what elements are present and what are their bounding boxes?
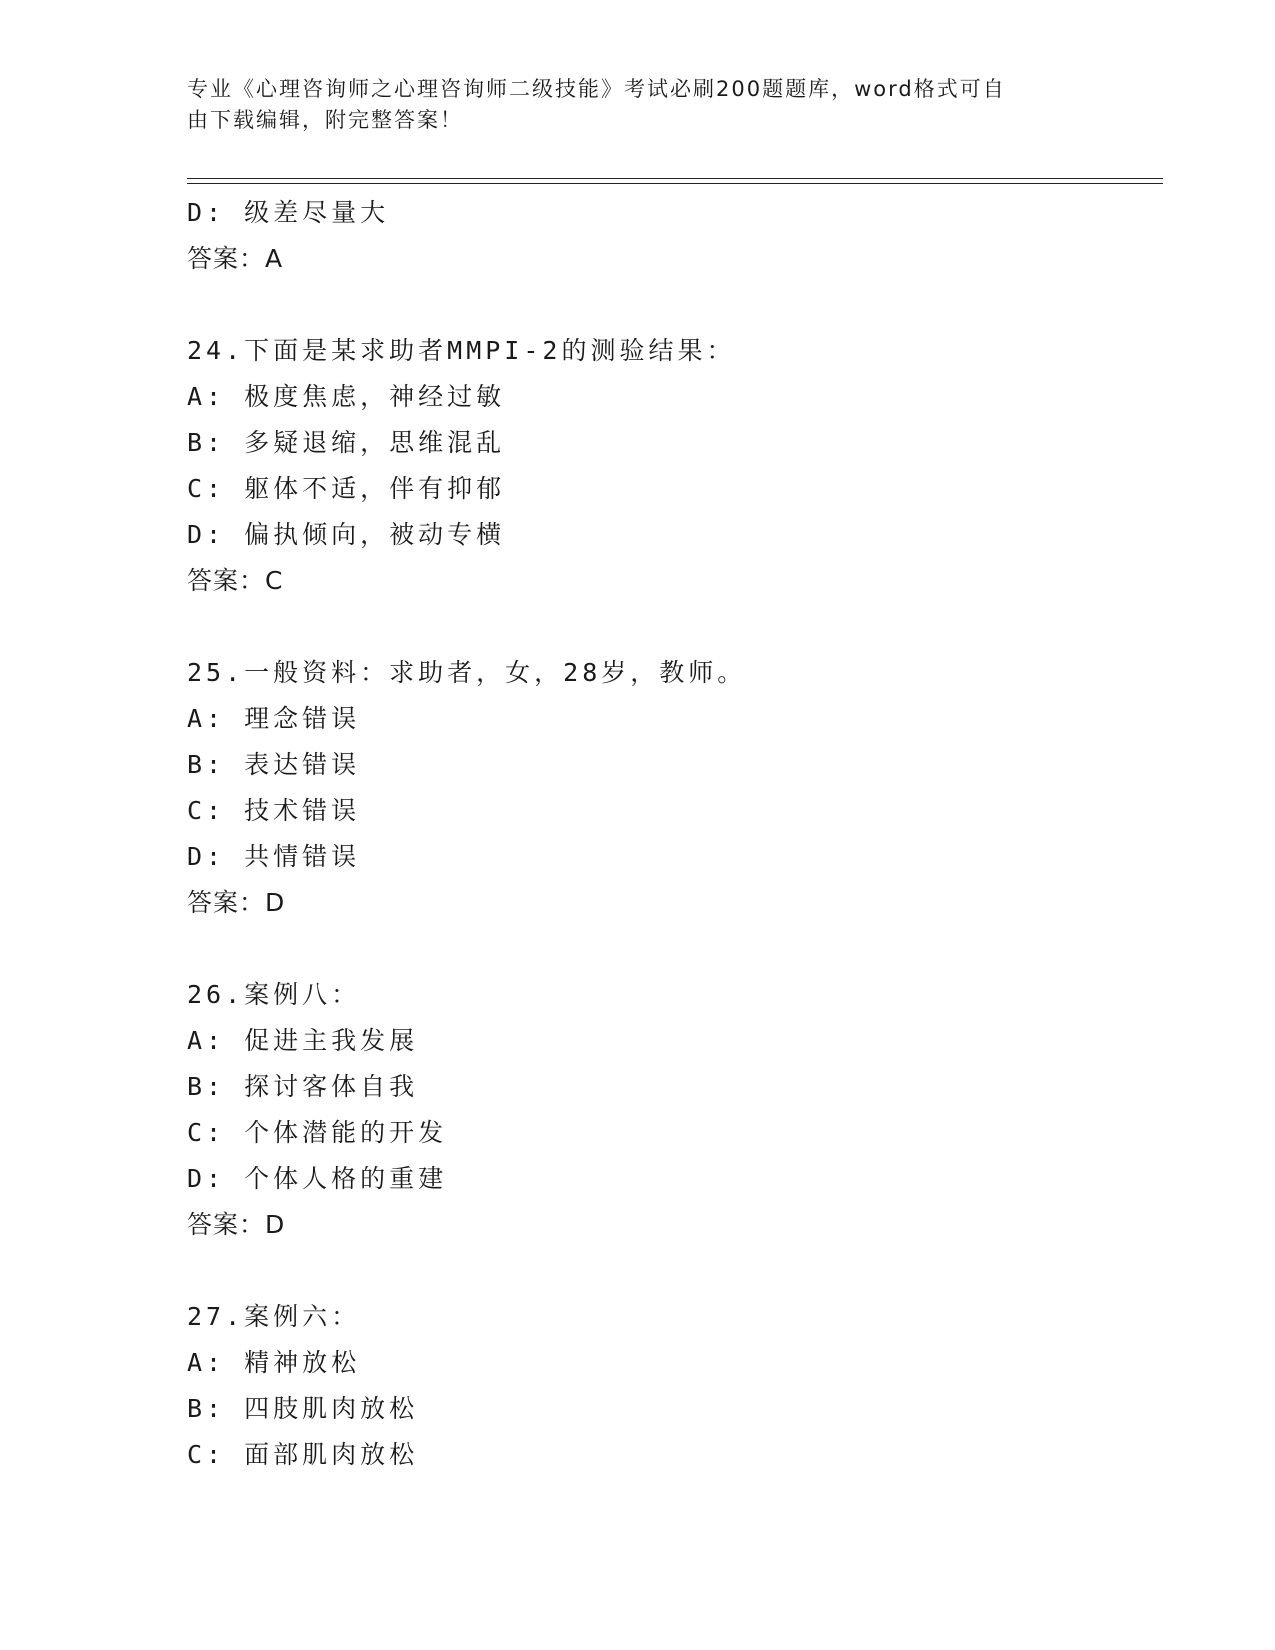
question-list (187, 190, 1163, 1478)
option-a: A: 精神放松 (187, 1348, 361, 1377)
option-a: A: 促进主我发展 (187, 1026, 419, 1055)
spacer (187, 1248, 1163, 1294)
answer-line: 答案：D (187, 888, 286, 917)
option-b: B: 探讨客体自我 (187, 1072, 419, 1101)
answer-line: 答案：A (187, 244, 284, 273)
header-divider-top (187, 178, 1163, 179)
option-d: D: 个体人格的重建 (187, 1164, 448, 1193)
question-stem-27: 27.案例六： (187, 1302, 361, 1331)
header-line-2: 由下载编辑，附完整答案！ (187, 108, 463, 132)
spacer (187, 282, 1163, 328)
option-c: C: 面部肌肉放松 (187, 1440, 419, 1469)
option-b: B: 多疑退缩，思维混乱 (187, 428, 506, 457)
option-c: C: 技术错误 (187, 796, 361, 825)
option-a: A: 极度焦虑，神经过敏 (187, 382, 506, 411)
answer-line: 答案：D (187, 1210, 286, 1239)
option-d: D: 共情错误 (187, 842, 361, 871)
option-c: C: 躯体不适，伴有抑郁 (187, 474, 506, 503)
option-c: C: 个体潜能的开发 (187, 1118, 448, 1147)
header-line-1: 专业《心理咨询师之心理咨询师二级技能》考试必刷200题题库，word格式可自 (187, 77, 1006, 101)
question-stem-25: 25.一般资料：求助者，女，28岁，教师。 (187, 658, 747, 687)
question-stem-24: 24.下面是某求助者MMPI-2的测验结果： (187, 336, 736, 365)
header-divider-bottom (187, 183, 1163, 184)
option-d: D: 偏执倾向，被动专横 (187, 520, 506, 549)
option-a: A: 理念错误 (187, 704, 361, 733)
option-b: B: 四肢肌肉放松 (187, 1394, 419, 1423)
question-stem-26: 26.案例八： (187, 980, 361, 1009)
option-d: D: 级差尽量大 (187, 198, 390, 227)
document-header (187, 74, 1067, 136)
option-b: B: 表达错误 (187, 750, 361, 779)
answer-line: 答案：C (187, 566, 284, 595)
spacer (187, 926, 1163, 972)
spacer (187, 604, 1163, 650)
